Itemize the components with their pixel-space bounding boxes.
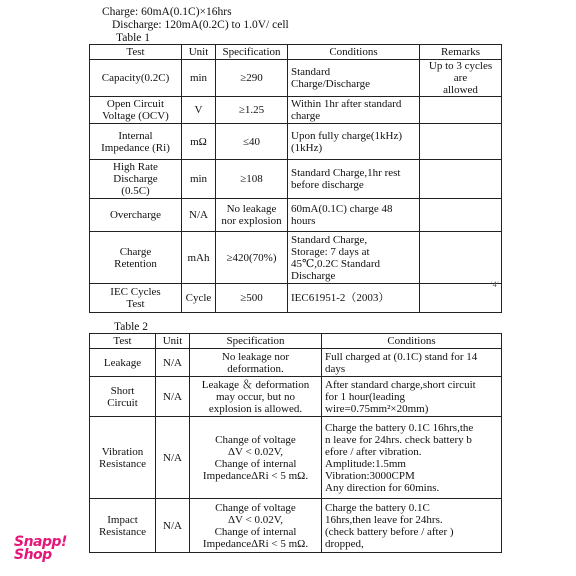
table-row: [90, 97, 502, 124]
table-row: [90, 232, 502, 284]
table2-header-row: [90, 334, 502, 349]
spec-cell: Leakage ＆ deformation may occur, but no explosion is allowed.: [190, 377, 322, 417]
table2-col-conditions: Conditions: [322, 334, 502, 349]
table-row: [90, 60, 502, 97]
conditions-cell: IEC61951-2（2003）: [288, 284, 420, 313]
test-cell: Leakage: [90, 349, 156, 377]
remarks-cell: [420, 232, 502, 284]
conditions-cell: Charge the battery 0.1C 16hrs,then leave for 24hrs. (check battery before / after ) dropped,: [322, 499, 502, 553]
table2-col-unit: Unit: [156, 334, 190, 349]
table2-col-test: Test: [90, 334, 156, 349]
charge-spec: Charge: 60mA(0.1C)×16hrs: [102, 6, 232, 18]
spec-cell: ≥1.25: [216, 97, 288, 124]
table1-header-row: [90, 45, 502, 60]
spec-cell: No leakage nor explosion: [216, 199, 288, 232]
table2: [89, 333, 502, 553]
table2-title: Table 2: [114, 321, 149, 333]
test-cell: Vibration Resistance: [90, 417, 156, 499]
table1-title: Table 1: [116, 32, 151, 44]
remarks-cell: [420, 160, 502, 199]
unit-cell: N/A: [156, 377, 190, 417]
snapp-shop-logo: [14, 536, 70, 562]
unit-cell: min: [182, 160, 216, 199]
table1: [89, 44, 502, 313]
conditions-cell: Standard Charge, Storage: 7 days at 45℃,0.2C Standard Discharge: [288, 232, 420, 284]
remarks-cell: [420, 97, 502, 124]
conditions-cell: Within 1hr after standard charge: [288, 97, 420, 124]
test-cell: IEC Cycles Test: [90, 284, 182, 313]
table-row: [90, 160, 502, 199]
conditions-cell: 60mA(0.1C) charge 48 hours: [288, 199, 420, 232]
unit-cell: N/A: [156, 499, 190, 553]
conditions-cell: Charge the battery 0.1C 16hrs,the n leave for 24hrs. check battery b efore / after vibration. Amplitude:1.5mm Vibration:3000CPM Any direction for 60mins.: [322, 417, 502, 499]
table2-col-specification: Specification: [190, 334, 322, 349]
test-cell: Short Circuit: [90, 377, 156, 417]
spec-cell: Change of voltage ΔV < 0.02V, Change of internal ImpedanceΔRi < 5 mΩ.: [190, 417, 322, 499]
test-cell: High Rate Discharge (0.5C): [90, 160, 182, 199]
table-row: [90, 377, 502, 417]
spec-cell: ≥420(70%): [216, 232, 288, 284]
discharge-spec: Discharge: 120mA(0.2C) to 1.0V/ cell: [112, 19, 289, 31]
logo-line-1: Snapp!: [14, 534, 67, 550]
table-row: [90, 284, 502, 313]
table-row: [90, 124, 502, 160]
test-cell: Overcharge: [90, 199, 182, 232]
table1-col-unit: Unit: [182, 45, 216, 60]
remarks-cell: [420, 199, 502, 232]
table1-col-remarks: Remarks: [420, 45, 502, 60]
remarks-cell: [420, 124, 502, 160]
spec-cell: ≥108: [216, 160, 288, 199]
unit-cell: mΩ: [182, 124, 216, 160]
spec-cell: Change of voltage ΔV < 0.02V, Change of internal ImpedanceΔRi < 5 mΩ.: [190, 499, 322, 553]
test-cell: Charge Retention: [90, 232, 182, 284]
test-cell: Capacity(0.2C): [90, 60, 182, 97]
logo-line-2: Shop: [14, 547, 52, 563]
spec-cell: ≤40: [216, 124, 288, 160]
unit-cell: N/A: [156, 417, 190, 499]
test-cell: Internal Impedance (Ri): [90, 124, 182, 160]
conditions-cell: After standard charge,short circuit for 1 hour(leading wire=0.75mm²×20mm): [322, 377, 502, 417]
unit-cell: min: [182, 60, 216, 97]
test-cell: Impact Resistance: [90, 499, 156, 553]
table-row: [90, 349, 502, 377]
unit-cell: Cycle: [182, 284, 216, 313]
table1-col-specification: Specification: [216, 45, 288, 60]
conditions-cell: Upon fully charge(1kHz) (1kHz): [288, 124, 420, 160]
spec-cell: No leakage nor deformation.: [190, 349, 322, 377]
unit-cell: mAh: [182, 232, 216, 284]
spec-cell: ≥500: [216, 284, 288, 313]
conditions-cell: Standard Charge,1hr rest before discharge: [288, 160, 420, 199]
unit-cell: N/A: [182, 199, 216, 232]
unit-cell: N/A: [156, 349, 190, 377]
table1-col-conditions: Conditions: [288, 45, 420, 60]
conditions-cell: Full charged at (0.1C) stand for 14 days: [322, 349, 502, 377]
remarks-cell: Up to 3 cycles are allowed: [420, 60, 502, 97]
scan-mark: ˙4˙: [490, 280, 500, 289]
unit-cell: V: [182, 97, 216, 124]
test-cell: Open Circuit Voltage (OCV): [90, 97, 182, 124]
table1-col-test: Test: [90, 45, 182, 60]
table-row: [90, 499, 502, 553]
table-row: [90, 417, 502, 499]
conditions-cell: Standard Charge/Discharge: [288, 60, 420, 97]
table-row: [90, 199, 502, 232]
spec-cell: ≥290: [216, 60, 288, 97]
